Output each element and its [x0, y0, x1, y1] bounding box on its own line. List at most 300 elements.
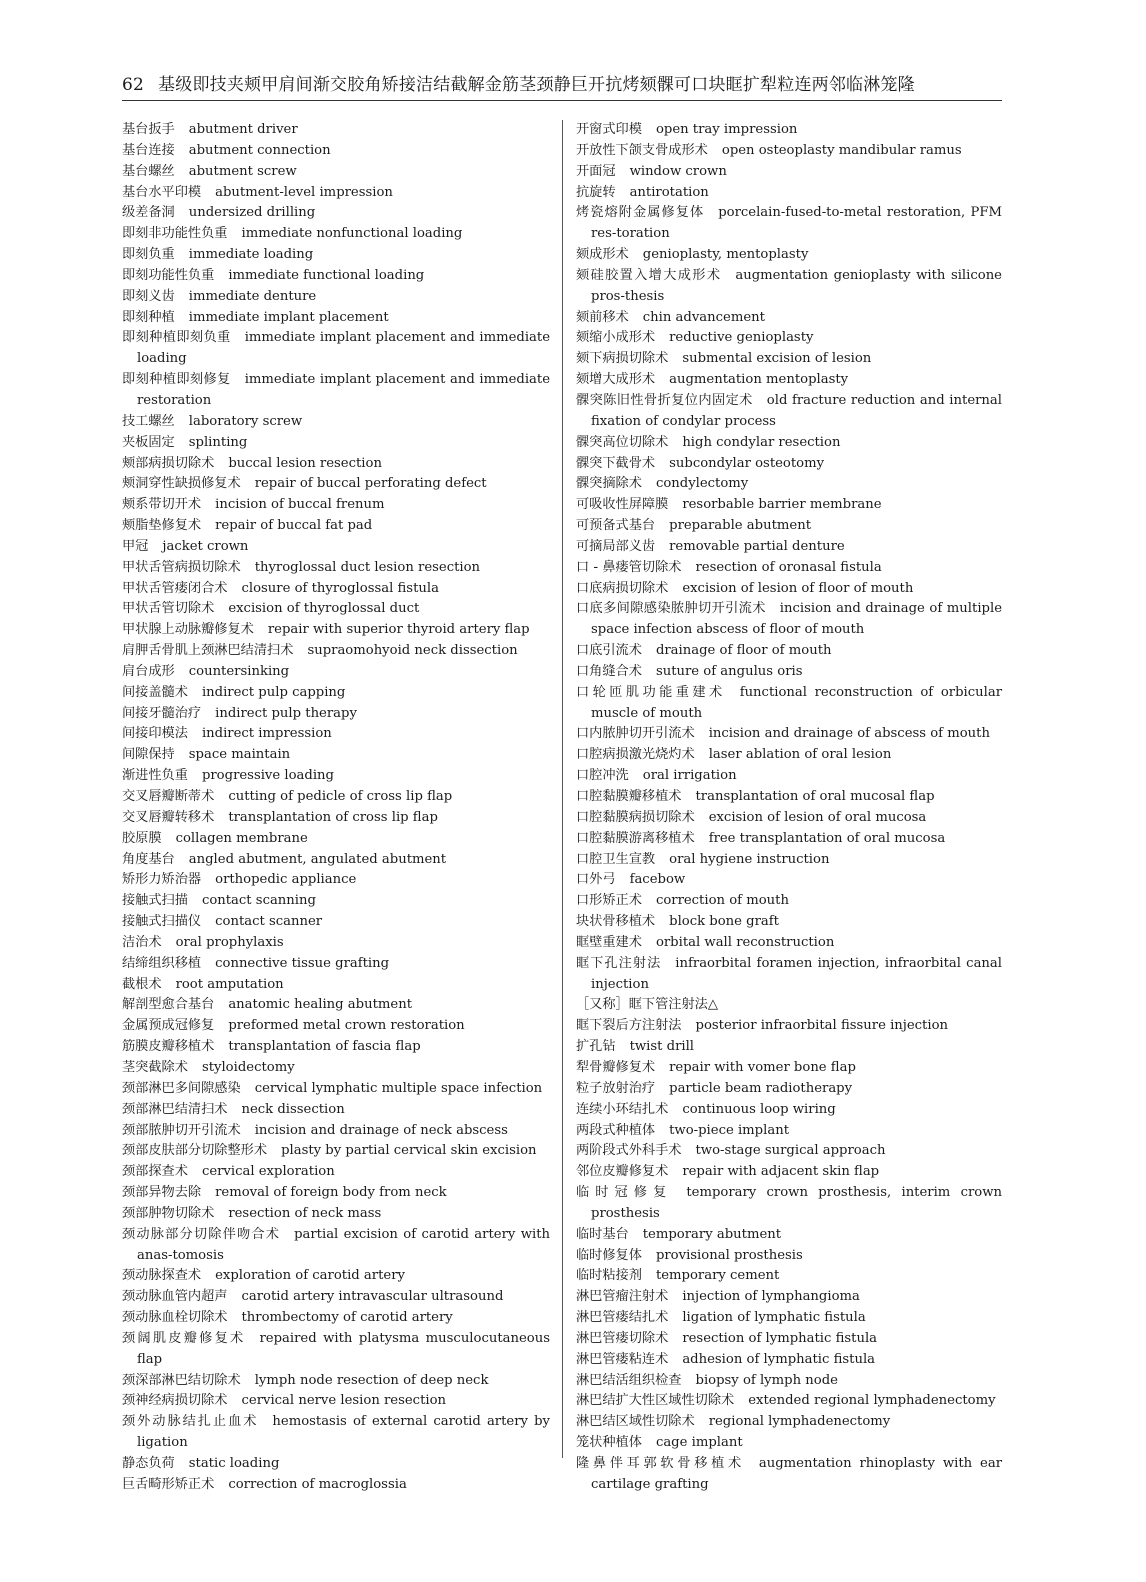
term-english: undersized drilling	[188, 205, 316, 221]
term-english: jacket crown	[162, 538, 249, 554]
term-chinese: 颏成形术	[576, 247, 629, 263]
term-chinese: 临时基台	[576, 1226, 629, 1242]
term-english: countersinking	[188, 663, 290, 679]
term-english: carotid artery intravascular ultrasound	[241, 1289, 504, 1305]
term-english: splinting	[188, 434, 248, 450]
glossary-entry	[122, 975, 550, 996]
glossary-entry	[576, 1037, 1002, 1058]
term-chinese: 即刻非功能性负重	[122, 226, 228, 242]
term-chinese: 金属预成冠修复	[122, 1018, 215, 1034]
term-english: indirect pulp therapy	[215, 705, 357, 721]
glossary-entry	[576, 829, 1002, 850]
header-index-chars: 基级即技夹颊甲肩间渐交胶角矫接洁结截解金筋茎颈静巨开抗烤颏髁可口块眶扩犁粒连两邻临淋笼隆	[158, 75, 915, 95]
term-chinese: 即刻种植	[122, 309, 175, 325]
term-chinese: 甲冠	[122, 538, 149, 554]
glossary-entry	[122, 850, 550, 871]
glossary-entry	[122, 933, 550, 954]
glossary-entry	[576, 245, 1002, 266]
glossary-entry	[122, 1141, 550, 1162]
term-chinese: 颈部淋巴结清扫术	[122, 1101, 228, 1117]
glossary-entry	[576, 1100, 1002, 1121]
glossary-entry	[576, 1183, 1002, 1225]
term-english: drainage of floor of mouth	[655, 643, 832, 659]
term-english: facebow	[629, 872, 686, 888]
term-english: indirect pulp capping	[201, 684, 346, 700]
term-english: laboratory screw	[188, 413, 303, 429]
glossary-entry	[576, 954, 1002, 1017]
term-english: hemostasis of external carotid artery by ligation	[137, 1414, 551, 1451]
term-english: buccal lesion resection	[228, 455, 382, 471]
glossary-entry	[122, 1162, 550, 1183]
term-english: progressive loading	[201, 768, 334, 784]
glossary-entry	[122, 912, 550, 933]
term-english: contact scanner	[215, 914, 323, 930]
term-english: correction of macroglossia	[228, 1476, 407, 1492]
term-english: two-stage surgical approach	[695, 1143, 886, 1159]
term-chinese: 颈神经病损切除术	[122, 1393, 228, 1409]
term-english: augmentation mentoplasty	[669, 372, 849, 388]
term-english: extended regional lymphadenectomy	[748, 1393, 996, 1409]
term-chinese: 髁突摘除术	[576, 476, 642, 492]
term-english: closure of thyroglossal fistula	[241, 580, 439, 596]
term-chinese: 口腔卫生宣教	[576, 851, 656, 867]
glossary-entry	[122, 1121, 550, 1142]
term-chinese: 两段式种植体	[576, 1122, 656, 1138]
term-chinese: 颊洞穿性缺损修复术	[122, 476, 241, 492]
term-english: cutting of pedicle of cross lip flap	[228, 789, 453, 804]
glossary-entry	[122, 683, 550, 704]
glossary-entry	[122, 1058, 550, 1079]
glossary-entry	[576, 162, 1002, 183]
glossary-entry	[122, 412, 550, 433]
glossary-entry	[576, 454, 1002, 475]
glossary-entry	[122, 599, 550, 620]
glossary-entry	[122, 370, 550, 412]
term-chinese: 基台扳手	[122, 122, 175, 137]
term-chinese: 口腔黏膜游离移植术	[576, 830, 695, 846]
term-english: removable partial denture	[669, 538, 845, 554]
term-chinese: 扩孔钻	[576, 1039, 616, 1055]
term-english: static loading	[188, 1456, 280, 1471]
term-english: cage implant	[655, 1435, 743, 1451]
term-chinese: 渐进性负重	[122, 768, 188, 784]
term-english: immediate nonfunctional loading	[241, 226, 463, 242]
term-chinese: 开窗式印模	[576, 122, 642, 137]
term-chinese: 颈动脉血栓切除术	[122, 1310, 228, 1326]
term-chinese: 基台螺丝	[122, 163, 175, 179]
glossary-entry	[122, 1100, 550, 1121]
term-alias-note: ［又称］眶下管注射法△	[576, 997, 719, 1013]
term-chinese: 淋巴结活组织检查	[576, 1372, 682, 1388]
glossary-entry	[576, 391, 1002, 433]
term-english: removal of foreign body from neck	[215, 1185, 447, 1201]
term-english: indirect impression	[201, 726, 332, 742]
term-chinese: 口腔黏膜瓣移植术	[576, 789, 682, 804]
term-english: angled abutment, angulated abutment	[188, 851, 447, 867]
term-english: immediate functional loading	[228, 267, 425, 283]
term-english: lymph node resection of deep neck	[254, 1372, 489, 1388]
term-english: incision of buccal frenum	[215, 497, 385, 513]
glossary-entry	[122, 995, 550, 1016]
glossary-entry	[576, 203, 1002, 245]
term-english: open osteoplasty mandibular ramus	[721, 142, 962, 158]
glossary-entry	[122, 287, 550, 308]
term-chinese: 截根术	[122, 976, 162, 992]
glossary-entry	[576, 1454, 1002, 1496]
glossary-entry	[122, 308, 550, 329]
term-english: orthopedic appliance	[215, 872, 357, 888]
glossary-entry	[576, 724, 1002, 745]
term-english: cervical nerve lesion resection	[241, 1393, 447, 1409]
glossary-entry	[122, 766, 550, 787]
glossary-entry	[576, 1433, 1002, 1454]
glossary-entry	[576, 1412, 1002, 1433]
glossary-entry	[576, 1141, 1002, 1162]
term-english: excision of lesion of oral mucosa	[708, 809, 927, 825]
term-chinese: 淋巴管瘘粘连术	[576, 1351, 669, 1367]
glossary-entry	[576, 266, 1002, 308]
term-chinese: 笼状种植体	[576, 1435, 642, 1451]
glossary-entry	[122, 704, 550, 725]
term-chinese: 颊部病损切除术	[122, 455, 215, 471]
glossary-entry	[576, 766, 1002, 787]
term-chinese: 口腔黏膜病损切除术	[576, 809, 695, 825]
term-chinese: 静态负荷	[122, 1456, 175, 1471]
term-english: exploration of carotid artery	[215, 1268, 405, 1284]
glossary-entry	[576, 1287, 1002, 1308]
term-english: preformed metal crown restoration	[228, 1018, 465, 1034]
glossary-entry	[122, 495, 550, 516]
term-english: ligation of lymphatic fistula	[682, 1310, 866, 1326]
term-english: provisional prosthesis	[655, 1247, 803, 1263]
term-chinese: 口 - 鼻瘘管切除术	[576, 559, 682, 575]
term-chinese: 技工螺丝	[122, 413, 175, 429]
term-english: two-piece implant	[669, 1122, 789, 1138]
term-chinese: 可摘局部义齿	[576, 538, 656, 554]
term-english: injection of lymphangioma	[682, 1289, 860, 1305]
term-english: temporary crown prosthesis, interim crown prosthesis	[591, 1185, 1002, 1221]
glossary-entry	[122, 829, 550, 850]
glossary-entry	[122, 224, 550, 245]
right-column	[576, 120, 1002, 1496]
term-english: high condylar resection	[682, 434, 841, 450]
glossary-entry	[576, 787, 1002, 808]
term-english: space maintain	[188, 747, 291, 763]
term-english: free transplantation of oral mucosa	[708, 830, 946, 846]
glossary-entry	[576, 141, 1002, 162]
term-english: oral prophylaxis	[175, 934, 284, 950]
glossary-entry	[576, 1266, 1002, 1287]
term-chinese: 髁突下截骨术	[576, 455, 656, 471]
glossary-entry	[576, 558, 1002, 579]
glossary-entry	[122, 1183, 550, 1204]
glossary-entry	[576, 1058, 1002, 1079]
glossary-entry	[122, 1037, 550, 1058]
glossary-entry	[122, 1391, 550, 1412]
glossary-entry	[576, 308, 1002, 329]
term-english: repair of buccal fat pad	[215, 518, 373, 534]
term-chinese: 间接印模法	[122, 726, 188, 742]
term-chinese: 淋巴管瘘结扎术	[576, 1310, 669, 1326]
glossary-entry	[122, 1287, 550, 1308]
term-chinese: 颈阔肌皮瓣修复术	[122, 1330, 246, 1346]
term-english: functional reconstruction of orbicular muscle of mouth	[591, 684, 1002, 721]
term-chinese: 颈部脓肿切开引流术	[122, 1122, 241, 1138]
term-chinese: 间接盖髓术	[122, 684, 188, 700]
term-english: repair with vomer bone flap	[669, 1059, 856, 1075]
term-english: posterior infraorbital fissure injection	[695, 1018, 949, 1034]
term-english: transplantation of oral mucosal flap	[695, 789, 935, 804]
term-english: abutment screw	[188, 163, 297, 179]
term-english: augmentation genioplasty with silicone pros-thesis	[591, 267, 1002, 304]
term-chinese: 即刻义齿	[122, 288, 175, 304]
term-chinese: 口腔冲洗	[576, 768, 629, 784]
glossary-entry	[576, 183, 1002, 204]
term-chinese: 眶下孔注射法	[576, 955, 662, 971]
term-chinese: 颊脂垫修复术	[122, 518, 202, 534]
term-chinese: 淋巴结区域性切除术	[576, 1414, 695, 1430]
term-chinese: 颈部皮肤部分切除整形术	[122, 1143, 268, 1159]
term-chinese: 口角缝合术	[576, 663, 642, 679]
glossary-entry	[576, 891, 1002, 912]
glossary-entry	[122, 1204, 550, 1225]
term-english: augmentation rhinoplasty with ear cartilage grafting	[591, 1456, 1002, 1492]
term-english: condylectomy	[655, 476, 749, 492]
term-chinese: 肩台成形	[122, 663, 175, 679]
term-chinese: 口内脓肿切开引流术	[576, 726, 695, 742]
glossary-entry	[576, 745, 1002, 766]
term-chinese: 基台水平印模	[122, 184, 202, 200]
glossary-entry	[122, 537, 550, 558]
term-chinese: 筋膜皮瓣移植术	[122, 1039, 215, 1055]
term-english: immediate loading	[188, 247, 314, 263]
glossary-entry	[122, 1371, 550, 1392]
glossary-entry	[576, 912, 1002, 933]
glossary-entry	[122, 1329, 550, 1371]
term-english: resection of oronasal fistula	[695, 559, 882, 575]
glossary-entry	[122, 620, 550, 641]
term-english: repair of buccal perforating defect	[254, 476, 487, 492]
glossary-entry	[576, 1350, 1002, 1371]
term-chinese: 颈动脉血管内超声	[122, 1289, 228, 1305]
term-chinese: 开面冠	[576, 163, 616, 179]
term-english: plasty by partial cervical skin excision	[281, 1143, 537, 1159]
term-english: block bone graft	[669, 914, 779, 930]
glossary-entry	[122, 141, 550, 162]
glossary-entry	[122, 870, 550, 891]
glossary-entry	[576, 1329, 1002, 1350]
term-english: adhesion of lymphatic fistula	[682, 1351, 876, 1367]
glossary-entry	[576, 370, 1002, 391]
glossary-entry	[576, 579, 1002, 600]
glossary-entry	[122, 1308, 550, 1329]
term-english: cervical exploration	[201, 1164, 335, 1180]
term-chinese: 颏缩小成形术	[576, 330, 656, 346]
term-chinese: 口形矫正术	[576, 893, 642, 909]
term-english: immediate implant placement	[188, 309, 389, 325]
term-chinese: 颈外动脉结扎止血术	[122, 1414, 259, 1430]
glossary-entry	[576, 662, 1002, 683]
term-chinese: 粒子放射治疗	[576, 1080, 656, 1096]
glossary-entry	[576, 850, 1002, 871]
glossary-entry	[576, 433, 1002, 454]
glossary-entry	[576, 1016, 1002, 1037]
glossary-entry	[576, 870, 1002, 891]
glossary-entry	[576, 1371, 1002, 1392]
glossary-entry	[576, 1162, 1002, 1183]
term-chinese: 甲状腺上动脉瓣修复术	[122, 622, 254, 638]
term-english: abutment connection	[188, 142, 331, 158]
term-english: submental excision of lesion	[682, 351, 872, 367]
glossary-entry	[576, 1391, 1002, 1412]
glossary-entry	[122, 1079, 550, 1100]
term-chinese: 口底多间隙感染脓肿切开引流术	[576, 601, 766, 617]
glossary-entry	[122, 662, 550, 683]
term-chinese: 即刻功能性负重	[122, 267, 215, 283]
term-english: twist drill	[629, 1039, 695, 1055]
term-english: anatomic healing abutment	[228, 997, 412, 1013]
term-english: correction of mouth	[655, 893, 789, 909]
term-english: partial excision of carotid artery with anas-tomosis	[137, 1226, 550, 1263]
term-chinese: 块状骨移植术	[576, 914, 656, 930]
term-chinese: 角度基台	[122, 851, 175, 867]
header-rule	[122, 100, 1002, 101]
glossary-entry	[576, 516, 1002, 537]
term-english: infraorbital foramen injection, infraorbital canal injection	[591, 955, 1003, 992]
glossary-entry	[122, 433, 550, 454]
term-english: preparable abutment	[669, 518, 812, 534]
glossary-entry	[576, 1246, 1002, 1267]
term-english: excision of thyroglossal duct	[228, 601, 420, 617]
term-chinese: 淋巴管瘤注射术	[576, 1289, 669, 1305]
term-chinese: 口底引流术	[576, 643, 642, 659]
glossary-entry	[576, 1121, 1002, 1142]
term-chinese: 髁突陈旧性骨折复位内固定术	[576, 392, 753, 408]
term-english: temporary abutment	[642, 1226, 782, 1242]
term-chinese: 颊系带切开术	[122, 497, 202, 513]
term-english: subcondylar osteotomy	[669, 455, 825, 471]
term-chinese: 间接牙髓治疗	[122, 705, 202, 721]
glossary-entry	[122, 1475, 550, 1496]
term-chinese: 间隙保持	[122, 747, 175, 763]
term-chinese: 临时修复体	[576, 1247, 642, 1263]
term-chinese: 临时粘接剂	[576, 1268, 642, 1284]
glossary-entry	[122, 516, 550, 537]
term-chinese: 邻位皮瓣修复术	[576, 1164, 669, 1180]
term-english: antirotation	[629, 184, 709, 200]
term-chinese: 甲状舌管病损切除术	[122, 559, 241, 575]
glossary-entry	[576, 495, 1002, 516]
term-chinese: 可吸收性屏障膜	[576, 497, 669, 513]
term-english: root amputation	[175, 976, 284, 992]
term-chinese: 巨舌畸形矫正术	[122, 1476, 215, 1492]
term-chinese: 甲状舌管瘘闭合术	[122, 580, 228, 596]
term-english: cervical lymphatic multiple space infection	[254, 1080, 543, 1096]
term-english: reductive genioplasty	[669, 330, 814, 346]
term-chinese: 临时冠修复	[576, 1185, 673, 1201]
glossary-entry	[576, 1225, 1002, 1246]
term-chinese: 眶下裂后方注射法	[576, 1018, 682, 1034]
term-english: suture of angulus oris	[655, 663, 803, 679]
glossary-entry	[122, 891, 550, 912]
term-chinese: 甲状舌管切除术	[122, 601, 215, 617]
term-english: abutment-level impression	[215, 184, 393, 200]
term-chinese: 颈部探查术	[122, 1164, 188, 1180]
term-english: connective tissue grafting	[215, 955, 390, 971]
term-chinese: 解剖型愈合基台	[122, 997, 215, 1013]
term-chinese: 淋巴结扩大性区域性切除术	[576, 1393, 735, 1409]
term-chinese: 可预备式基台	[576, 518, 656, 534]
glossary-entry	[576, 641, 1002, 662]
term-english: particle beam radiotherapy	[669, 1080, 853, 1096]
term-english: contact scanning	[201, 893, 316, 909]
term-english: orbital wall reconstruction	[655, 934, 835, 950]
glossary-entry	[576, 1308, 1002, 1329]
glossary-entry	[122, 808, 550, 829]
term-english: repaired with platysma musculocutaneous flap	[137, 1330, 551, 1367]
term-english: continuous loop wiring	[682, 1101, 836, 1117]
term-english: collagen membrane	[175, 830, 308, 846]
term-chinese: 洁治术	[122, 934, 162, 950]
glossary-entry	[576, 933, 1002, 954]
glossary-entry	[122, 454, 550, 475]
glossary-entry	[122, 724, 550, 745]
term-chinese: 矫形力矫治器	[122, 872, 202, 888]
term-english: styloidectomy	[201, 1059, 295, 1075]
term-english: supraomohyoid neck dissection	[307, 643, 518, 659]
glossary-entry	[122, 787, 550, 808]
term-chinese: 口轮匝肌功能重建术	[576, 684, 726, 700]
term-chinese: 颏增大成形术	[576, 372, 656, 388]
term-english: excision of lesion of floor of mouth	[682, 580, 914, 596]
term-chinese: 交叉唇瓣转移术	[122, 809, 215, 825]
term-chinese: 交叉唇瓣断蒂术	[122, 789, 215, 804]
glossary-entry	[576, 474, 1002, 495]
term-english: chin advancement	[642, 309, 765, 325]
glossary-entry	[122, 162, 550, 183]
glossary-entry	[122, 558, 550, 579]
term-chinese: 连续小环结扎术	[576, 1101, 669, 1117]
term-chinese: 即刻负重	[122, 247, 175, 263]
term-chinese: 颈部淋巴多间隙感染	[122, 1080, 241, 1096]
glossary-entry	[122, 579, 550, 600]
term-english: laser ablation of oral lesion	[708, 747, 892, 763]
glossary-entry	[122, 1412, 550, 1454]
term-chinese: 颏硅胶置入增大成形术	[576, 267, 722, 283]
glossary-entry	[576, 1079, 1002, 1100]
term-english: immediate implant placement and immediate loading	[137, 330, 551, 367]
term-chinese: 肩胛舌骨肌上颈淋巴结清扫术	[122, 643, 294, 659]
left-column	[122, 120, 550, 1496]
term-chinese: 隆鼻伴耳郭软骨移植术	[576, 1456, 745, 1471]
glossary-entry	[122, 203, 550, 224]
glossary-entry	[122, 328, 550, 370]
term-chinese: 颈部肿物切除术	[122, 1205, 215, 1221]
term-english: transplantation of cross lip flap	[228, 809, 438, 825]
term-chinese: 髁突高位切除术	[576, 434, 669, 450]
term-chinese: 犁骨瓣修复术	[576, 1059, 656, 1075]
term-english: genioplasty, mentoplasty	[642, 247, 809, 263]
glossary-entry	[576, 120, 1002, 141]
term-english: oral hygiene instruction	[669, 851, 830, 867]
term-chinese: 烤瓷熔附金属修复体	[576, 205, 705, 221]
term-chinese: 接触式扫描仪	[122, 914, 202, 930]
term-chinese: 淋巴管瘘切除术	[576, 1330, 669, 1346]
glossary-entry	[576, 537, 1002, 558]
term-chinese: 颈部异物去除	[122, 1185, 202, 1201]
glossary-entry	[122, 1266, 550, 1287]
term-chinese: 即刻种植即刻修复	[122, 372, 231, 388]
